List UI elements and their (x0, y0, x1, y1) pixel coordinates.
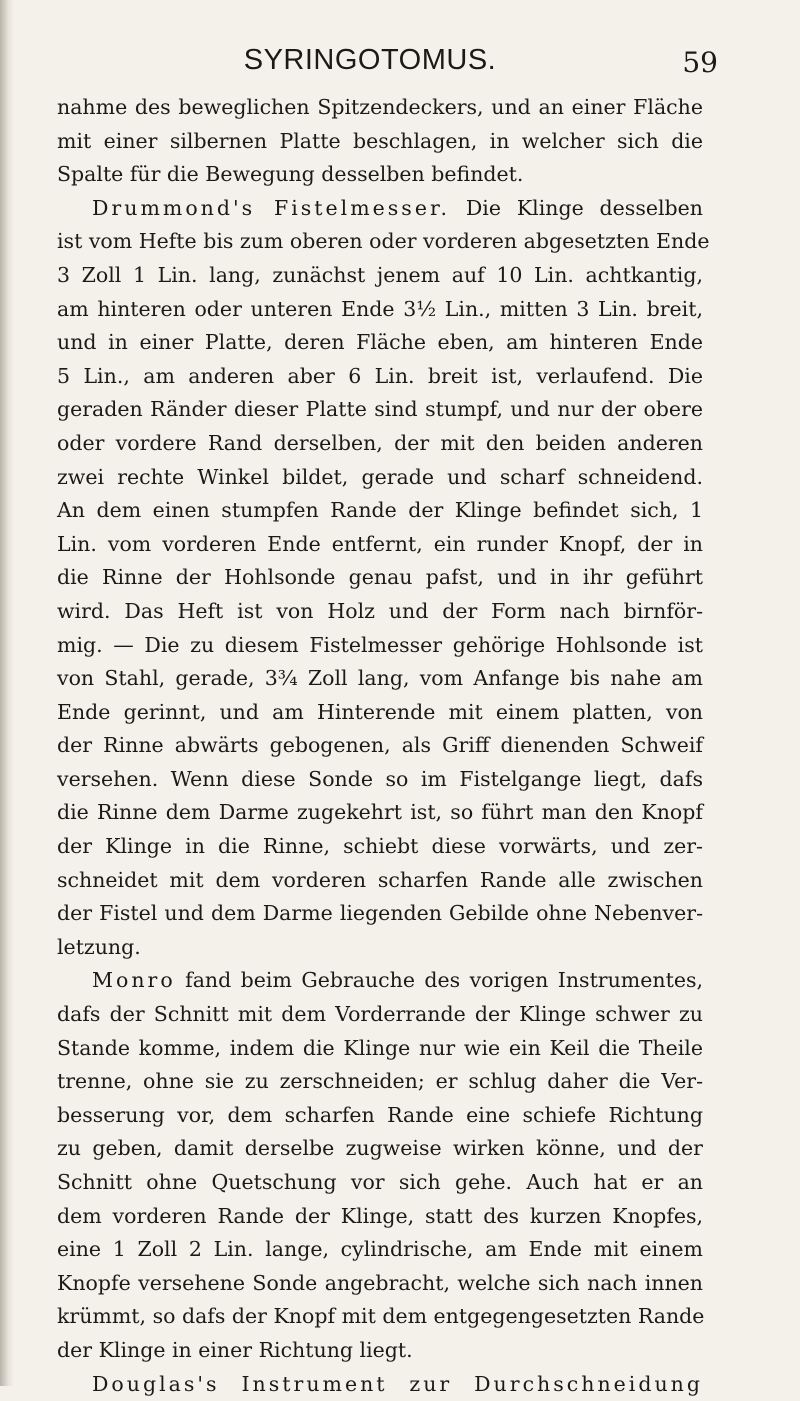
line-text: Die Klinge desselben (450, 195, 703, 220)
line-text: die Rinne dem Darme zugekehrt ist, so führt man den Knopf (57, 800, 703, 825)
text-line (57, 1032, 703, 1066)
line-text: mit einer silbernen Platte beschlagen, in welcher sich die (57, 128, 703, 153)
text-line (57, 561, 703, 595)
text-line (57, 1267, 703, 1301)
text-line (57, 864, 703, 898)
text-line (57, 1300, 703, 1334)
line-text: Ende gerinnt, und am Hinterende mit einem platten, von (57, 699, 703, 724)
line-text: Stande komme, indem die Klinge nur wie ein Keil die Theile (57, 1035, 703, 1060)
line-text: oder vordere Rand derselben, der mit den beiden anderen (57, 430, 703, 455)
text-line (57, 998, 703, 1032)
line-text: 5 Lin., am anderen aber 6 Lin. breit ist, verlaufend. Die (57, 363, 703, 388)
text-line (57, 931, 703, 965)
text-line (57, 763, 703, 797)
text-line (57, 158, 703, 192)
text-line (57, 293, 703, 327)
text-line (57, 427, 703, 461)
line-text: von Stahl, gerade, 3¾ Zoll lang, vom Anfange bis nahe am (57, 666, 703, 691)
line-text: Schnitt ohne Quetschung vor sich gehe. Auch hat er an (57, 1170, 703, 1194)
text-line (57, 629, 703, 663)
text-line (57, 360, 703, 394)
spaced-name: Drummond's Fistelmesser. (92, 195, 451, 220)
text-line (57, 897, 703, 931)
text-line (57, 595, 703, 629)
line-text: besserung vor, dem scharfen Rande eine schiefe Richtung (57, 1102, 703, 1127)
line-text: am hinteren oder unteren Ende 3½ Lin., mitten 3 Lin. breit, (57, 296, 703, 321)
line-text: dem vorderen Rande der Klinge, statt des kurzen Knopfes, (57, 1203, 703, 1228)
text-line (57, 494, 703, 528)
text-line (57, 662, 703, 696)
text-line (57, 326, 703, 360)
body-text (57, 91, 710, 1401)
text-line (57, 830, 703, 864)
line-text: Knopfe versehene Sonde angebracht, welche sich nach innen (57, 1270, 703, 1295)
line-text: An dem einen stumpfen Rande der Klinge befindet sich, 1 (57, 498, 703, 523)
line-text: zwei rechte Winkel bildet, gerade und scharf schneidend. (57, 464, 703, 489)
page-edge-shadow (0, 0, 14, 1386)
text-line (57, 729, 703, 763)
line-text: versehen. Wenn diese Sonde so im Fistelgange liegt, dafs (57, 766, 703, 791)
text-line (57, 225, 710, 259)
text-line (57, 192, 703, 226)
line-text: der Fistel und dem Darme liegenden Gebilde ohne Nebenver- (57, 901, 703, 926)
text-line (57, 125, 703, 159)
running-title: SYRINGOTOMUS. (243, 44, 497, 76)
line-text: mig. — Die zu diesem Fistelmesser gehörige Hohlsonde ist (57, 632, 703, 657)
text-line (57, 796, 703, 830)
text-line (57, 1334, 703, 1368)
page-header (0, 44, 800, 84)
line-text: der Klinge in die Rinne, schiebt diese vorwärts, und zer- (57, 834, 703, 859)
line-text: der Klinge in einer Richtung liegt. (57, 1337, 413, 1362)
text-line (57, 1368, 703, 1401)
text-line (57, 1132, 703, 1166)
line-text: nahme des beweglichen Spitzendeckers, und an einer Fläche (57, 95, 703, 119)
spaced-name: Monro (92, 968, 176, 993)
text-line (57, 964, 703, 998)
text-line (57, 696, 703, 730)
text-line (57, 259, 703, 293)
line-text: der Rinne abwärts gebogenen, als Griff dienenden Schweif (57, 733, 703, 758)
line-text: eine 1 Zoll 2 Lin. lange, cylindrische, am Ende mit einem (57, 1237, 703, 1262)
text-line (57, 1233, 703, 1267)
line-text: wird. Das Heft ist von Holz und der Form nach birnför- (57, 598, 703, 623)
line-text: 3 Zoll 1 Lin. lang, zunächst jenem auf 10 Lin. achtkantig, (57, 262, 703, 287)
line-text: dafs der Schnitt mit dem Vorderrande der Klinge schwer zu (57, 1002, 703, 1027)
spaced-name: Douglas's Instrument zur Durchschneidung (92, 1371, 703, 1396)
line-text: geraden Ränder dieser Platte sind stumpf, und nur der obere (57, 397, 703, 422)
text-line (57, 1099, 703, 1133)
line-text: krümmt, so dafs der Knopf mit dem entgegengesetzten Rande (57, 1304, 705, 1329)
line-text: Lin. vom vorderen Ende entfernt, ein runder Knopf, der in (57, 531, 703, 556)
text-line (57, 528, 703, 562)
text-line (57, 91, 703, 125)
line-text: und in einer Platte, deren Fläche eben, am hinteren Ende (57, 330, 703, 355)
line-text: schneidet mit dem vorderen scharfen Rande alle zwischen (57, 867, 703, 892)
line-text: zu geben, damit derselbe zugweise wirken könne, und der (57, 1136, 703, 1161)
line-text: trenne, ohne sie zu zerschneiden; er schlug daher die Ver- (57, 1069, 703, 1094)
text-line (57, 461, 703, 495)
text-line (57, 393, 703, 427)
line-text: die Rinne der Hohlsonde genau pafst, und in ihr geführt (57, 565, 703, 590)
line-text: letzung. (57, 934, 141, 959)
text-line (57, 1200, 703, 1234)
line-text: Spalte für die Bewegung desselben befindet. (57, 162, 524, 187)
line-text: fand beim Gebrauche des vorigen Instrumentes, (175, 968, 703, 993)
line-text: ist vom Hefte bis zum oberen oder vorderen abgesetzten Ende (57, 229, 710, 254)
text-line (57, 1166, 703, 1200)
text-line (57, 1065, 703, 1099)
page-number: 59 (682, 46, 718, 79)
